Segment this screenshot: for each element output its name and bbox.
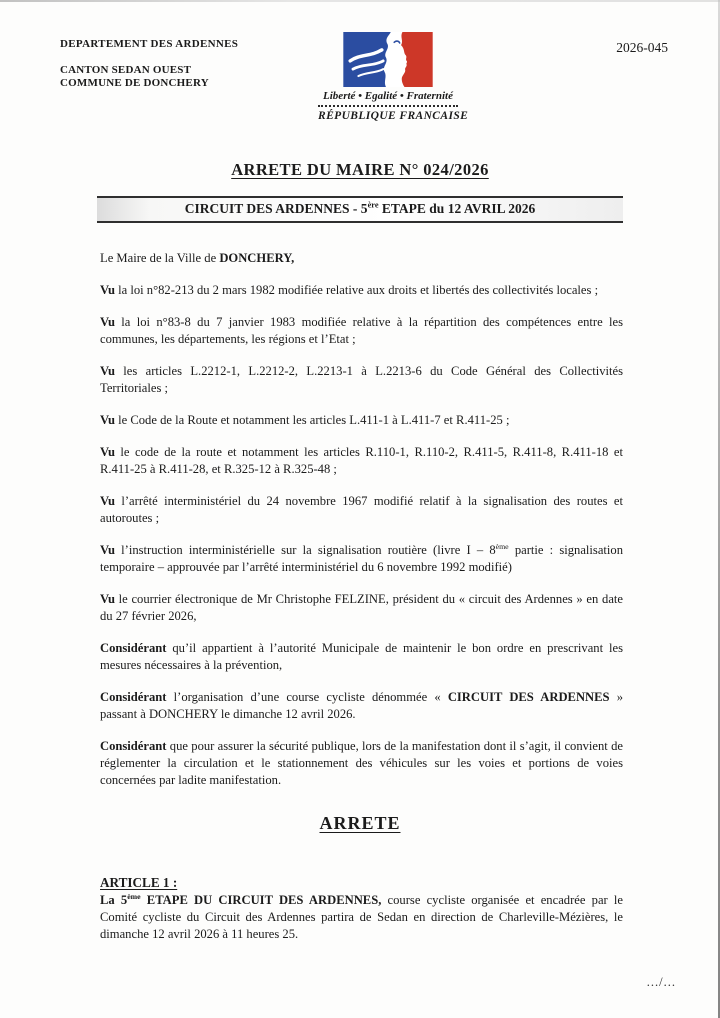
paragraph-considerant-securite: Considérant que pour assurer la sécurité publique, lors de la manifestation dont il s’agit, il convient de réglementer la circulation et le stationnement des véhicules sur les voies et portions de voies concernées par ladite manifestation. — [100, 739, 623, 787]
department-label: DEPARTEMENT DES ARDENNES — [60, 38, 239, 50]
canton-commune-block — [60, 64, 312, 90]
decree-body — [100, 250, 623, 789]
paragraph-vu-arrete-1967: Vu l’arrêté interministériel du 24 novembre 1967 modifié relatif à la signalisation des routes et autoroutes ; — [100, 494, 623, 525]
paragraph-considerant-course: Considérant l’organisation d’une course cycliste dénommée « CIRCUIT DES ARDENNES » passant à DONCHERY le dimanche 12 avril 2026. — [100, 690, 623, 721]
paragraph-vu-code-route-2: Vu le code de la route et notamment les articles R.110-1, R.110-2, R.411-5, R.411-8, R.411-18 et R.411-25 à R.411-28, et R.325-12 à R.325-48 ; — [100, 445, 623, 476]
paragraph-vu-cgct: Vu les articles L.2212-1, L.2212-2, L.2213-1 à L.2213-6 du Code Général des Collectivités Territoriales ; — [100, 364, 623, 395]
arrete-heading — [0, 813, 720, 834]
paragraph-le-maire: Le Maire de la Ville de DONCHERY, — [100, 251, 295, 265]
article-1 — [100, 874, 623, 943]
continuation-mark: .../... — [646, 975, 676, 989]
logo-motto: Liberté • Egalité • Fraternité — [323, 90, 453, 102]
paragraph-vu-code-route-1: Vu le Code de la Route et notamment les articles L.411-1 à L.411-7 et R.411-25 ; — [100, 413, 510, 427]
article-1-lead-bold: La 5ème ETAPE DU CIRCUIT DES ARDENNES, — [100, 891, 382, 907]
canton-label: CANTON SEDAN OUEST — [60, 64, 192, 76]
etape-ordinal-sup: ème — [127, 891, 141, 901]
logo-republic-label: RÉPUBLIQUE FRANCAISE — [318, 105, 458, 122]
document-header — [0, 0, 720, 122]
decree-title — [0, 160, 720, 180]
race-name-bold: CIRCUIT DES ARDENNES — [447, 690, 610, 704]
paragraph-vu-instruction-signalisation: Vu l’instruction interministérielle sur la signalisation routière (livre I – 8ème partie : signalisation temporaire – approuvée par l’arrêté interministériel du 6 novembre 1992 modifié) — [100, 541, 624, 574]
banner-text-end: ETAPE du 12 AVRIL 2026 — [378, 201, 536, 216]
issuing-authority-block — [60, 38, 312, 90]
partie-ordinal-sup: ème — [495, 541, 509, 551]
paragraph-considerant-autorite: Considérant qu’il appartient à l’autorité Municipale de maintenir le bon ordre en prescrivant les mesures nécessaires à la prévention, — [100, 641, 623, 672]
banner-text-start: CIRCUIT DES ARDENNES - 5 — [184, 201, 368, 216]
republique-francaise-logo — [312, 38, 469, 122]
document-reference-number: 2026-045 — [616, 40, 668, 55]
paragraph-vu-loi-82-213: Vu la loi n°82-213 du 2 mars 1982 modifiée relative aux droits et libertés des collectivités locales ; — [100, 283, 599, 297]
arrete-heading-text: ARRETE — [319, 813, 401, 833]
commune-name-bold: DONCHERY, — [219, 251, 295, 265]
commune-label: COMMUNE DE DONCHERY — [60, 77, 209, 89]
marianne-logo-icon — [340, 32, 436, 87]
article-1-body: La 5ème ETAPE DU CIRCUIT DES ARDENNES, course cycliste organisée et encadrée par le Comité cycliste du Circuit des Ardennes partira de Sedan en direction de Charleville-Mézières, le dimanche 12 avril 2026 à 11 heures 25. — [100, 891, 623, 941]
paragraph-vu-courrier-felzine: Vu le courrier électronique de Mr Christophe FELZINE, président du « circuit des Ardennes » en date du 27 février 2026, — [100, 592, 623, 623]
banner-ordinal-sup: ère — [367, 200, 379, 210]
decree-title-text: ARRETE DU MAIRE N° 024/2026 — [231, 160, 489, 179]
article-1-heading: ARTICLE 1 : — [100, 875, 178, 890]
paragraph-vu-loi-83-8: Vu la loi n°83-8 du 7 janvier 1983 modifiée relative à la répartition des compétences entre les communes, les départements, les régions et l’Etat ; — [100, 315, 623, 346]
event-banner — [97, 196, 623, 223]
